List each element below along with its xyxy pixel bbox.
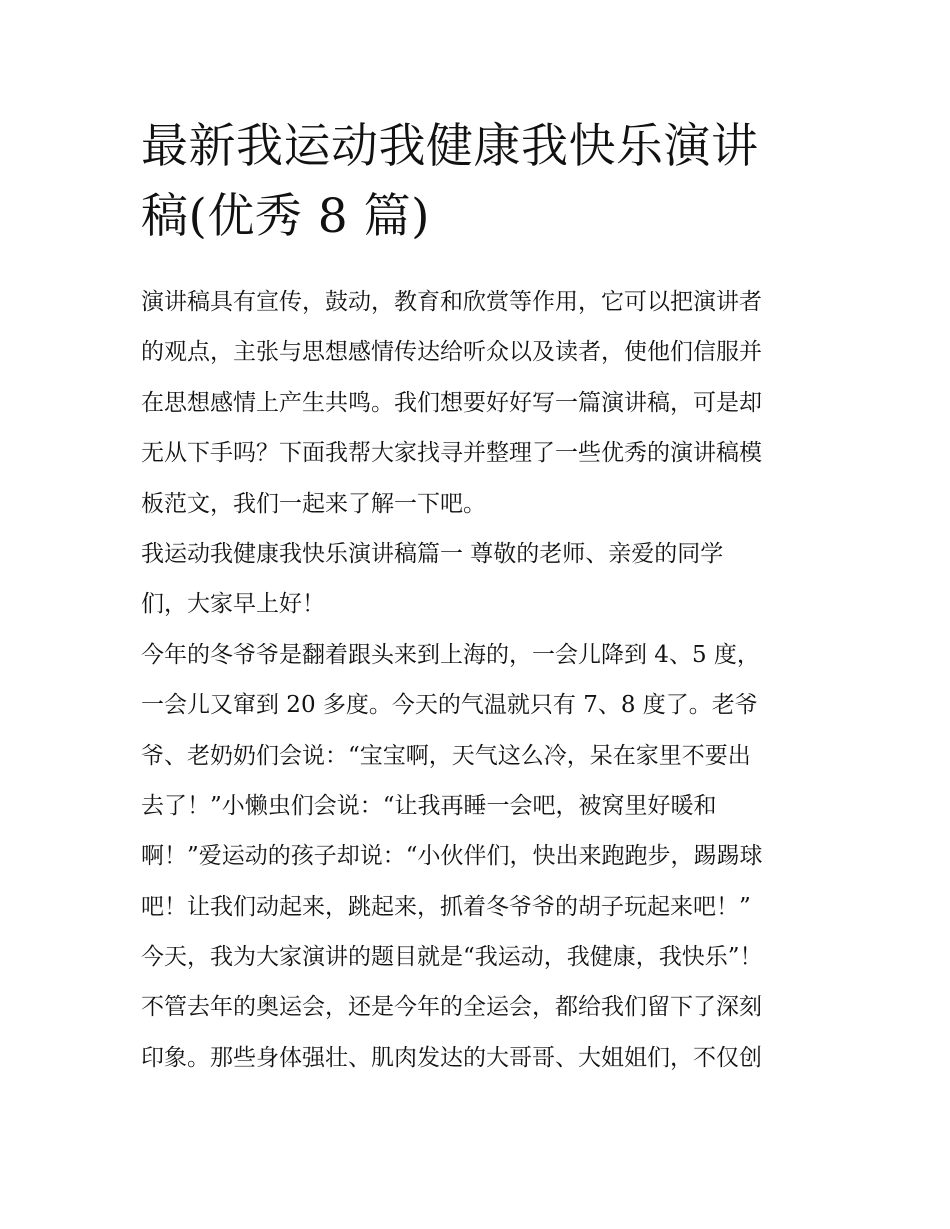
body-line: 的观点，主张与思想感情传达给听众以及读者，使他们信服并 <box>141 339 762 366</box>
body-line: 我运动我健康我快乐演讲稿篇一 尊敬的老师、亲爱的同学 <box>141 540 724 567</box>
document-title <box>141 112 821 252</box>
body-line: 在思想感情上产生共鸣。我们想要好好写一篇演讲稿，可是却 <box>141 389 762 416</box>
body-line: 去了！”小懒虫们会说：“让我再睡一会吧，被窝里好暖和 <box>141 792 717 819</box>
document-body <box>141 277 821 1083</box>
body-line: 一会儿又窜到 20 多度。今天的气温就只有 7、8 度了。老爷 <box>141 692 758 719</box>
body-line: 啊！”爱运动的孩子却说：“小伙伴们，快出来跑跑步，踢踢球 <box>141 843 763 870</box>
body-line: 今天，我为大家演讲的题目就是“我运动，我健康，我快乐”！ <box>141 944 763 971</box>
body-line: 无从下手吗？下面我帮大家找寻并整理了一些优秀的演讲稿模 <box>141 440 762 467</box>
body-line: 板范文，我们一起来了解一下吧。 <box>141 490 486 517</box>
body-line: 爷、老奶奶们会说：“宝宝啊，天气这么冷，呆在家里不要出 <box>141 742 751 769</box>
body-line: 们，大家早上好！ <box>141 591 325 618</box>
body-line: 吧！让我们动起来，跳起来，抓着冬爷爷的胡子玩起来吧！” <box>141 893 751 920</box>
body-line: 不管去年的奥运会，还是今年的全运会，都给我们留下了深刻 <box>141 994 762 1021</box>
title-line-1: 最新我运动我健康我快乐演讲 <box>141 119 759 174</box>
body-line: 印象。那些身体强壮、肌肉发达的大哥哥、大姐姐们，不仅创 <box>141 1044 762 1071</box>
title-line-2: 稿(优秀 8 篇) <box>141 189 430 244</box>
body-line: 今年的冬爷爷是翻着跟头来到上海的，一会儿降到 4、5 度， <box>141 641 760 668</box>
body-line: 演讲稿具有宣传，鼓动，教育和欣赏等作用，它可以把演讲者 <box>141 289 762 315</box>
